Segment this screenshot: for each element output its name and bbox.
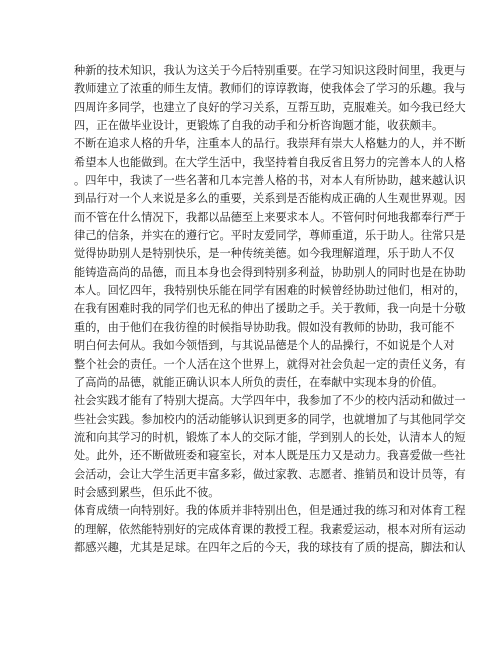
text-line: 了高尚的品德，就能正确认识本人所负的责任，在奉献中实现本身的价值。 (74, 375, 444, 389)
text-line: 在我有困难时我的同学们也无私的伸出了援助之手。关于教师，我一向是十分敬 (74, 302, 466, 316)
text-line: 四，正在做毕业设计，更锻炼了自我的动手和分析咨询题才能，收获颇丰。 (74, 119, 444, 133)
text-line: 流和向其学习的时机，锻炼了本人的交际才能，学到别人的长处，认清本人的短 (74, 430, 466, 444)
text-line: 的理解，依然能特别好的完成体育课的教授工程。我素爱运动，根本对所有运动 (74, 522, 466, 536)
text-line: 本人。回忆四年，我特别快乐能在同学有困难的时候曾经协助过他们，相对的， (74, 284, 466, 298)
text-line: 到品行对一个人来说是多么的重要，关系到是否能构成正确的人生观世界观。因 (74, 192, 466, 206)
text-line: 而不管在什么情况下，我都以品德至上来要求本人。不管何时何地我都奉行严于 (74, 210, 466, 224)
text-line: 四周许多同学，也建立了良好的学习关系，互帮互助，克服难关。如今我已经大 (74, 100, 466, 114)
text-line: 都感兴趣，尤其是足球。在四年之后的今天，我的球技有了质的提高，脚法和认 (74, 540, 466, 554)
text-line: 不断在追求人格的升华，注重本人的品行。我崇拜有崇大人格魅力的人，并不断 (74, 137, 466, 151)
text-line: 教师建立了浓重的师生友情。教师们的谆谆教诲，使我体会了学习的乐趣。我与 (74, 82, 466, 96)
text-line: 些社会实践。参加校内的活动能够认识到更多的同学，也就增加了与其他同学交 (74, 412, 466, 426)
text-line: 觉得协助别人是特别快乐，是一种传统美德。如今我理解道理，乐于助人不仅 (74, 247, 455, 261)
text-line: 会活动，会让大学生活更丰富多彩，做过家教、志愿者、推销员和设计员等，有 (74, 467, 466, 481)
text-line: 时会感到累些，但乐此不彼。 (74, 485, 220, 499)
text-line: 希望本人也能做到。在大学生活中，我坚持着自我反省且努力的完善本人的人格 (74, 155, 466, 169)
text-line: 重的，由于他们在我彷徨的时候指导协助我。假如没有教师的协助，我可能不 (74, 320, 455, 334)
text-line: 体育成绩一向特别好。我的体质并非特别出色，但是通过我的练习和对体育工程 (74, 504, 466, 518)
text-line: 处。此外，还不断做班委和寝室长，对本人既是压力又是动力。我喜爱做一些社 (74, 449, 466, 463)
text-line: 社会实践才能有了特别大提高。大学四年中，我参加了不少的校内活动和做过一 (74, 394, 466, 408)
text-line: 明白何去何从。我如今领悟到，与其说品德是个人的品操行，不如说是个人对 (74, 339, 455, 353)
text-line: 整个社会的责任。一个人活在这个世界上，就得对社会负起一定的责任义务，有 (74, 357, 466, 371)
text-line: 能铸造高尚的品德，而且本身也会得到特别多利益，协助别人的同时也是在协助 (74, 265, 466, 279)
text-line: 。四年中，我读了一些名著和几本完善人格的书，对本人有所协助，越来越认识 (74, 174, 466, 188)
text-line: 律己的信条，并实在的遵行它。平时友爱同学，尊师重道，乐于助人。往常只是 (74, 229, 466, 243)
text-line: 种新的技术知识，我认为这关于今后特别重要。在学习知识这段时间里，我更与 (74, 64, 466, 77)
body-text (74, 62, 466, 557)
